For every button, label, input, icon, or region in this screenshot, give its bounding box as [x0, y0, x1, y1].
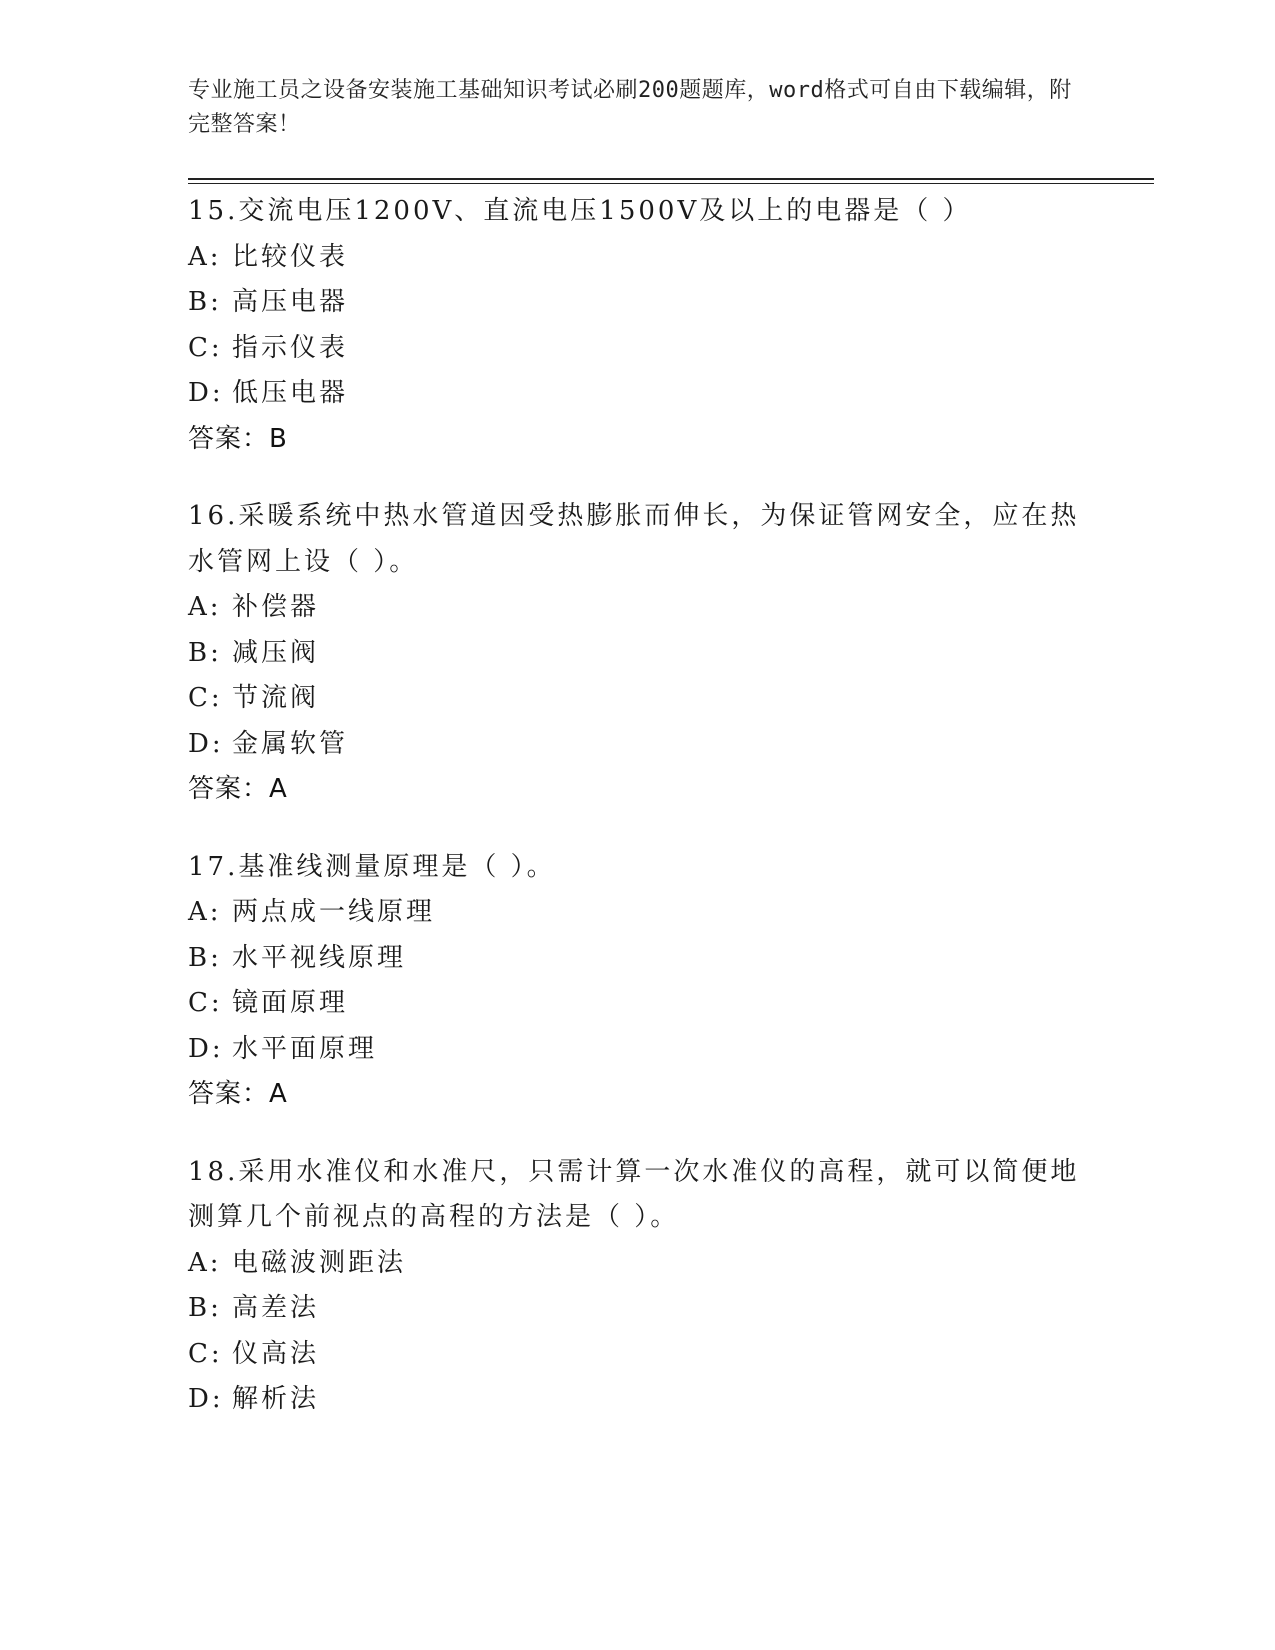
option-b [188, 1286, 1088, 1332]
option-letter: B: [188, 1293, 222, 1323]
option-d [188, 722, 1088, 768]
answer-line: 答案：A [188, 774, 288, 804]
option-text: 水平面原理 [232, 1033, 378, 1064]
option-letter: D: [188, 1384, 224, 1414]
option-text: 金属软管 [232, 728, 349, 759]
option-a [188, 1241, 1088, 1287]
question-item [188, 1150, 1088, 1423]
answer-line: 答案：B [188, 423, 288, 454]
question-stem: 15.交流电压1200V、直流电压1500V及以上的电器是（ ） [188, 196, 972, 226]
question-list [188, 189, 1088, 1455]
option-text: 两点成一线原理 [232, 897, 436, 927]
option-b [188, 936, 1088, 982]
option-text: 指示仪表 [232, 332, 349, 363]
option-text: 镜面原理 [232, 988, 349, 1018]
option-d [188, 1377, 1088, 1423]
question-item [188, 494, 1088, 813]
question-stem: 17.基准线测量原理是（ ）。 [188, 851, 556, 882]
option-letter: D: [188, 378, 224, 408]
option-text: 水平视线原理 [232, 942, 407, 973]
option-c [188, 326, 1088, 372]
question-item [188, 189, 1088, 462]
option-a [188, 235, 1088, 281]
option-letter: C: [188, 988, 223, 1018]
option-b [188, 631, 1088, 677]
option-text: 低压电器 [232, 378, 349, 408]
option-letter: A: [188, 897, 222, 927]
option-text: 电磁波测距法 [232, 1247, 407, 1278]
option-letter: A: [188, 1247, 222, 1278]
option-letter: D: [188, 728, 224, 759]
option-b [188, 280, 1088, 326]
question-stem: 16.采暖系统中热水管道因受热膨胀而伸长，为保证管网安全，应在热水管网上设（ ）。 [188, 501, 1080, 577]
option-letter: A: [188, 592, 222, 622]
option-c [188, 1332, 1088, 1378]
question-item [188, 845, 1088, 1118]
answer-line: 答案：A [188, 1079, 288, 1109]
option-a [188, 890, 1088, 936]
document-header: 专业施工员之设备安装施工基础知识考试必刷200题题库，word格式可自由下载编辑，附完整答案！ [188, 78, 1072, 137]
option-c [188, 676, 1088, 722]
option-letter: C: [188, 332, 223, 363]
option-text: 高差法 [232, 1293, 320, 1323]
option-letter: D: [188, 1033, 224, 1064]
option-text: 减压阀 [232, 637, 320, 668]
option-text: 节流阀 [232, 683, 320, 713]
option-text: 高压电器 [232, 287, 349, 317]
option-text: 比较仪表 [232, 241, 349, 272]
option-letter: B: [188, 942, 222, 973]
option-letter: B: [188, 637, 222, 668]
option-c [188, 981, 1088, 1027]
option-d [188, 1027, 1088, 1073]
header-divider-thick [188, 178, 1154, 180]
option-letter: C: [188, 1338, 223, 1369]
option-letter: B: [188, 287, 222, 317]
option-a [188, 585, 1088, 631]
header-divider-thin [188, 183, 1154, 184]
option-letter: A: [188, 241, 222, 272]
option-letter: C: [188, 683, 223, 713]
question-stem: 18.采用水准仪和水准尺，只需计算一次水准仪的高程，就可以简便地测算几个前视点的高程的方法是（ ）。 [188, 1156, 1080, 1232]
option-text: 解析法 [232, 1384, 320, 1414]
option-d [188, 371, 1088, 417]
option-text: 仪高法 [232, 1338, 320, 1369]
option-text: 补偿器 [232, 592, 320, 622]
